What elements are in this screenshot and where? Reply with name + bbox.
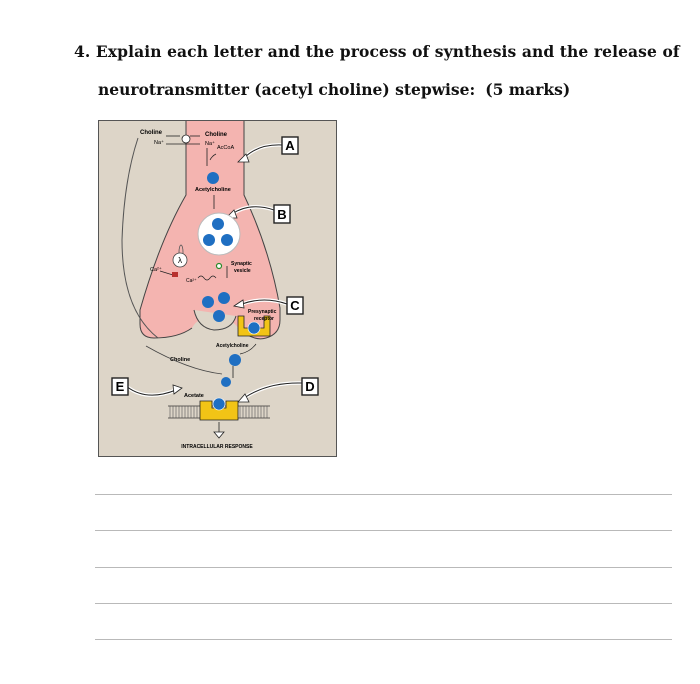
green-marker (217, 264, 222, 269)
label-intracellular-response: INTRACELLULAR RESPONSE (181, 444, 253, 450)
label-choline-top: Choline (205, 132, 227, 138)
cleft-molecule (229, 354, 241, 366)
label-na-left: Na⁺ (154, 140, 164, 146)
question-text-line-2: neurotransmitter (acetyl choline) stepwise: (98, 80, 476, 99)
synapse-diagram (98, 120, 337, 457)
vesicle-molecule-3 (221, 234, 233, 246)
label-acetylcholine-cleft: Acetylcholine (216, 343, 249, 349)
label-accoa: AcCoA (217, 145, 235, 151)
label-acetate: Acetate (184, 393, 204, 399)
question-text-line-1: Explain each letter and the process of synthesis and the release of (95, 42, 680, 61)
label-ca-ext: Ca²⁺ (150, 267, 162, 273)
label-ca-int: Ca²⁺ (186, 278, 197, 284)
answer-line-2[interactable] (95, 530, 672, 531)
vesicle-molecule-1 (212, 218, 224, 230)
box-d-label: D (305, 379, 315, 394)
label-acetylcholine-top: Acetylcholine (195, 187, 231, 193)
acetylcholine-molecule-top (207, 172, 219, 184)
box-c-label: C (290, 298, 300, 313)
label-na-top: Na⁺ (205, 141, 215, 147)
answer-line-3[interactable] (95, 567, 672, 568)
receptor-bound-molecule (248, 322, 260, 334)
label-choline-bottom: Choline (170, 357, 191, 363)
released-molecule-2 (218, 292, 230, 304)
box-a-label: A (285, 138, 295, 153)
lambda-label: λ (178, 256, 182, 265)
acetate-molecule (221, 377, 231, 387)
label-synaptic-vesicle-1: Synaptic (231, 261, 252, 267)
question-marks: (5 marks) (485, 80, 571, 99)
answer-line-5[interactable] (95, 639, 672, 640)
question-number: 4. (74, 42, 91, 61)
released-molecule-1 (202, 296, 214, 308)
postsynaptic-bound-molecule (213, 398, 225, 410)
box-e-label: E (115, 379, 125, 394)
released-molecule-3 (213, 310, 225, 322)
answer-line-1[interactable] (95, 494, 672, 495)
label-synaptic-vesicle-2: vesicle (234, 268, 251, 274)
vesicle-molecule-2 (203, 234, 215, 246)
question-line-2 (98, 80, 570, 99)
label-choline-top-left: Choline (140, 130, 162, 136)
box-b-label: B (277, 207, 287, 222)
calcium-channel (172, 272, 178, 277)
choline-transporter (182, 135, 190, 143)
question-line-1 (74, 42, 680, 61)
label-presynaptic-1: Presynaptic (248, 309, 277, 315)
label-presynaptic-2: receptor (254, 316, 275, 322)
answer-line-4[interactable] (95, 603, 672, 604)
